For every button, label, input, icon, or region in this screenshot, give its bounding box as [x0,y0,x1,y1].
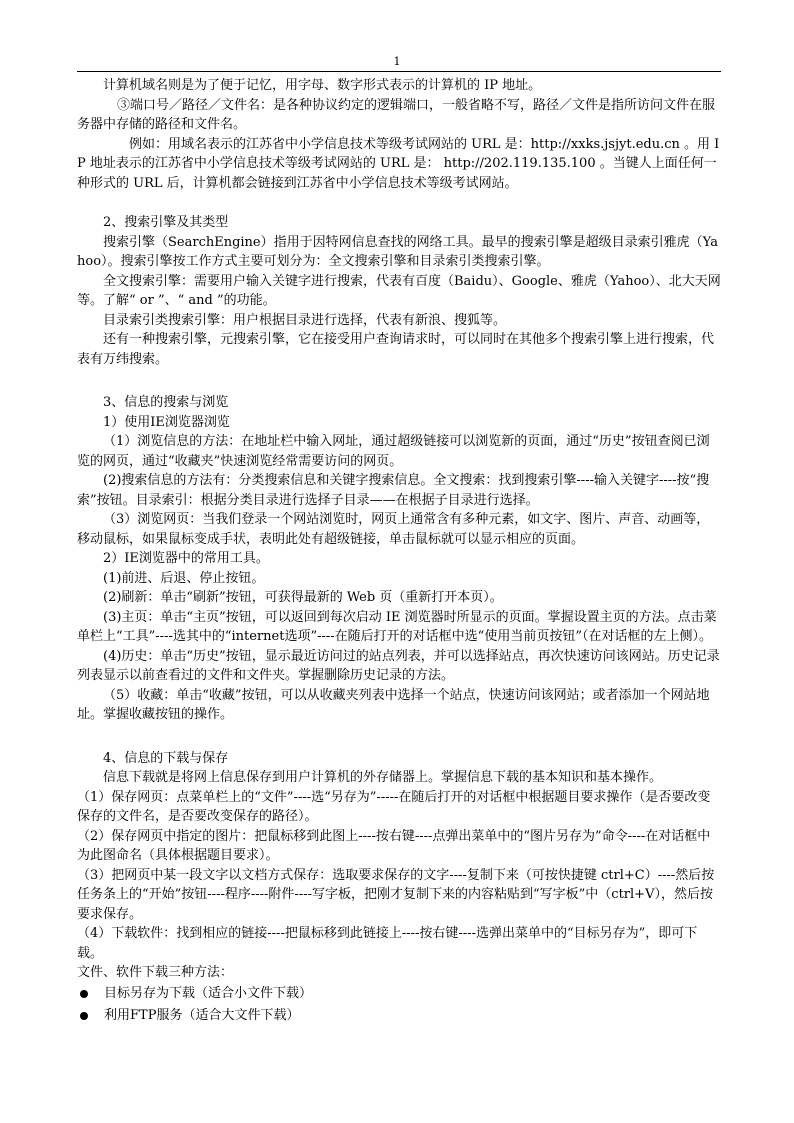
list-item-text: 目标另存为下载（适合小文件下载） [104,985,313,1001]
section-heading-search-engine: 2、搜索引擎及其类型 [103,215,229,230]
tool-nav-buttons: (1)前进、后退、停止按钮。 [103,570,265,586]
document-body [77,76,721,1027]
paragraph-url-example: 例如：用域名表示的江苏省中小学信息技术等级考试网站的 URL 是：http://xxks.jsjyt.edu.cn 。用 IP 地址表示的江苏省中小学信息技术等级考试网站的 URL 是： http://202.119.135.100 。当键人上面任何一种形式的 URL 后，计算机都会链接到江苏省中小学信息技术等级考试网站。 [77,136,720,191]
page-number: 1 [393,55,401,68]
spacer [77,725,721,749]
paragraph-domain-name: 计算机域名则是为了便于记忆，用字母、数字形式表示的计算机的 IP 地址。 [103,78,542,93]
bullet-icon [80,1012,88,1020]
tool-history: (4)历史：单击“历史”按钮，显示最近访问过的站点列表，并可以选择站点，再次快速访问该网站。历史记录列表显示以前查看过的文件和文件夹。掌握删除历史记录的方法。 [77,648,720,683]
header-rule [77,71,721,72]
tool-refresh: (2)刷新：单击“刷新”按钮，可获得最新的 Web 页（重新打开本页）。 [103,590,503,605]
list-item [77,1005,721,1027]
tool-home: (3)主页：单击“主页”按钮，可以返回到每次启动 IE 浏览器时所显示的页面。掌握设置主页的方法。点击菜单栏上“工具”----选其中的“internet选项”----在随后打开的对话框中选“使用当前页按钮”（在对话框的左上侧）。 [77,609,717,644]
paragraph-browse-method: （1）浏览信息的方法：在地址栏中输入网址，通过超级链接可以浏览新的页面，通过“历史”按钮查阅已浏览的网页，通过“收藏夹”快速浏览经常需要访问的网页。 [77,434,710,469]
paragraph-save-text: （3）把网页中某一段文字以文档方式保存：选取要求保存的文字----复制下来（可按快捷键 ctrl+C）----然后按任务条上的“开始”按钮----程序----附件----写字板，把刚才复制下来的内容粘贴到“写字板”中（ctrl+V），然后按要求保存。 [77,867,715,922]
subheading-ie-browse: 1）使用IE浏览器浏览 [103,414,230,430]
paragraph-download-methods: 文件、软件下载三种方法： [77,965,234,980]
paragraph-directory-engine: 目录索引类搜索引擎：用户根据目录进行选择，代表有新浪、搜狐等。 [103,312,507,328]
bullet-icon [80,990,88,998]
paragraph-save-page: （1）保存网页：点菜单栏上的“文件”----选“另存为”-----在随后打开的对话框中根据题目要求操作（是否要改变保存的文件名，是否要改变保存的路径）。 [77,789,711,824]
section-heading-browse: 3、信息的搜索与浏览 [103,395,229,410]
list-item-text: 利用FTP服务（适合大文件下载） [104,1007,300,1023]
paragraph-meta-engine: 还有一种搜索引擎，元搜索引擎，它在接受用户查询请求时，可以同时在其他多个搜索引擎上进行搜索，代表有万纬搜索。 [77,332,715,367]
paragraph-port-path: ③端口号／路径／文件名：是各种协议约定的逻辑端口，一般省略不写，路径／文件是指所访问文件在服务器中存储的路径和文件名。 [77,97,716,132]
paragraph-download-intro: 信息下载就是将网上信息保存到用户计算机的外存储器上。掌握信息下载的基本知识和基本操作。 [103,770,663,785]
paragraph-save-image: （2）保存网页中指定的图片：把鼠标移到此图上----按右键----点弹出菜单中的“图片另存为”命令----在对话框中为此图命名（具体根据题目要求）。 [77,828,711,863]
paragraph-search-method: (2)搜索信息的方法有：分类搜索信息和关键字搜索信息。全文搜索：找到搜索引擎----输入关键字----按“搜索”按钮。目录索引：根据分类目录进行选择子目录——在根据子目录进行选择。 [77,473,710,508]
tool-favorites: （5）收藏：单击“收藏”按钮，可以从收藏夹列表中选择一个站点，快速访问该网站；或者添加一个网站地址。掌握收藏按钮的操作。 [77,687,710,722]
paragraph-browse-page: （3）浏览网页：当我们登录一个网站浏览时，网页上通常含有多种元素，如文字、图片、声音、动画等，移动鼠标，如果鼠标变成手状，表明此处有超级链接，单击鼠标就可以显示相应的页面。 [77,512,710,547]
paragraph-fulltext-engine: 全文搜索引擎：需要用户输入关键字进行搜索，代表有百度（Baidu）、Google、雅虎（Yahoo）、北大天网等。了解“ or ”、“ and ”的功能。 [77,273,721,308]
list-item [77,983,721,1005]
spacer [77,369,721,393]
subheading-ie-tools: 2）IE浏览器中的常用工具。 [103,551,269,566]
paragraph-download-software: （4）下载软件：找到相应的链接----把鼠标移到此链接上----按右键----选弹出菜单中的“目标另存为”，即可下载。 [77,926,698,961]
spacer [77,193,721,213]
section-heading-download: 4、信息的下载与保存 [103,750,229,766]
paragraph-search-engine-def: 搜索引擎（SearchEngine）指用于因特网信息查找的网络工具。最早的搜索引擎是超级目录索引雅虎（Yahoo）。搜索引擎按工作方式主要可划分为：全文搜索引擎和目录索引类搜索引擎。 [77,234,718,269]
